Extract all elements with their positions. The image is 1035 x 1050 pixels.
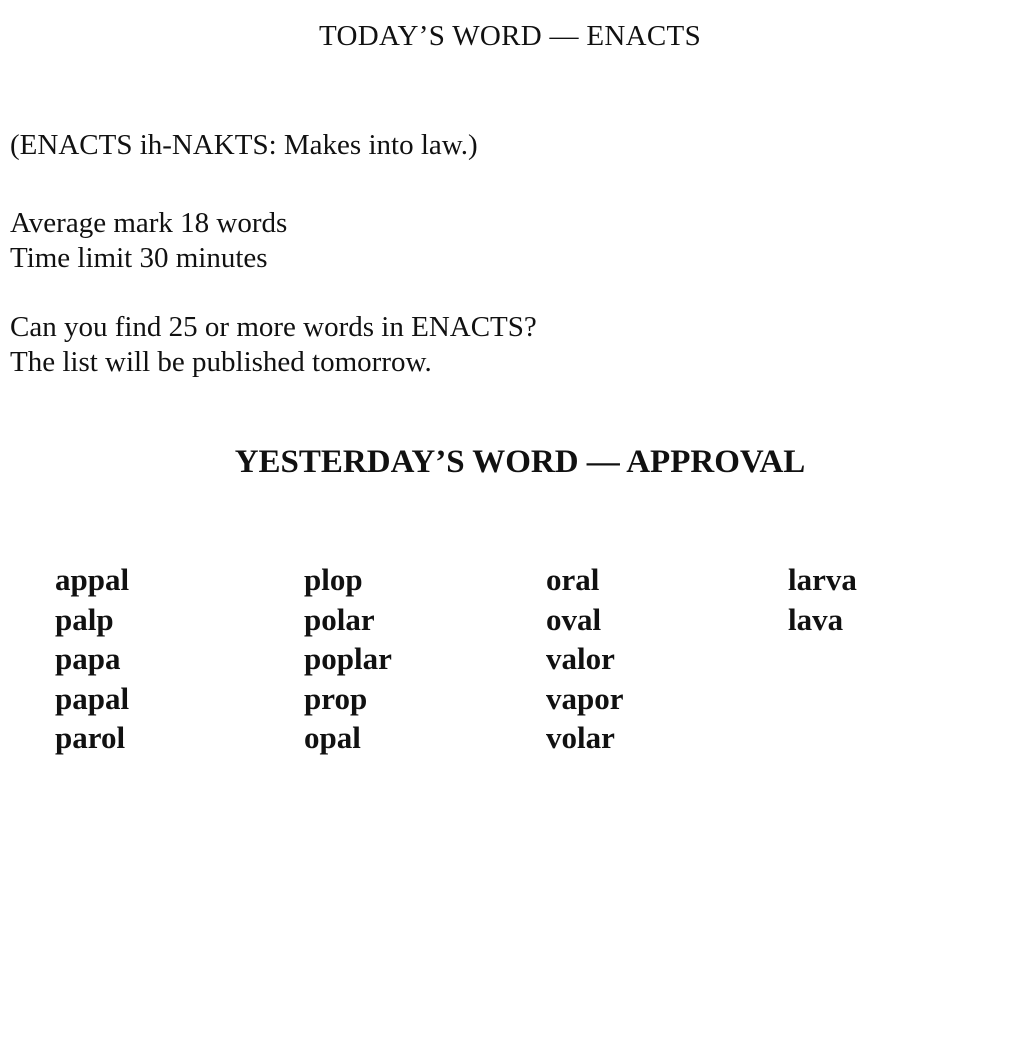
answer-word: papal <box>55 680 130 716</box>
answer-word: polar <box>304 601 375 637</box>
answer-word: opal <box>304 720 361 755</box>
puzzle-stats <box>10 206 287 276</box>
answer-word: oval <box>546 601 602 637</box>
todays-word-title: TODAY’S WORD — ENACTS <box>319 20 701 52</box>
word-column-2 <box>304 560 392 758</box>
answer-word: plop <box>304 562 363 597</box>
average-mark: Average mark 18 words <box>10 207 288 239</box>
answer-word: palp <box>55 601 114 637</box>
answer-word: oral <box>546 562 600 597</box>
answer-word: larva <box>788 562 857 597</box>
answer-word: poplar <box>304 641 392 676</box>
word-column-4 <box>788 560 857 639</box>
answer-word: vapor <box>546 680 624 716</box>
word-column-3 <box>546 560 624 758</box>
answer-word-list <box>55 560 955 760</box>
word-column-1 <box>55 560 129 758</box>
answer-word: parol <box>55 720 126 755</box>
answer-word: lava <box>788 601 844 637</box>
publish-notice: The list will be published tomorrow. <box>10 346 432 378</box>
yesterdays-word-title: YESTERDAY’S WORD — APPROVAL <box>234 444 806 480</box>
answer-word: valor <box>546 641 615 676</box>
answer-word: appal <box>55 562 130 597</box>
challenge-text <box>10 310 537 380</box>
challenge-question: Can you find 25 or more words in ENACTS? <box>10 311 537 343</box>
word-definition: (ENACTS ih-NAKTS: Makes into law.) <box>10 129 478 161</box>
answer-word: volar <box>546 720 615 755</box>
time-limit: Time limit 30 minutes <box>10 242 268 274</box>
answer-word: papa <box>55 641 121 676</box>
answer-word: prop <box>304 680 368 716</box>
